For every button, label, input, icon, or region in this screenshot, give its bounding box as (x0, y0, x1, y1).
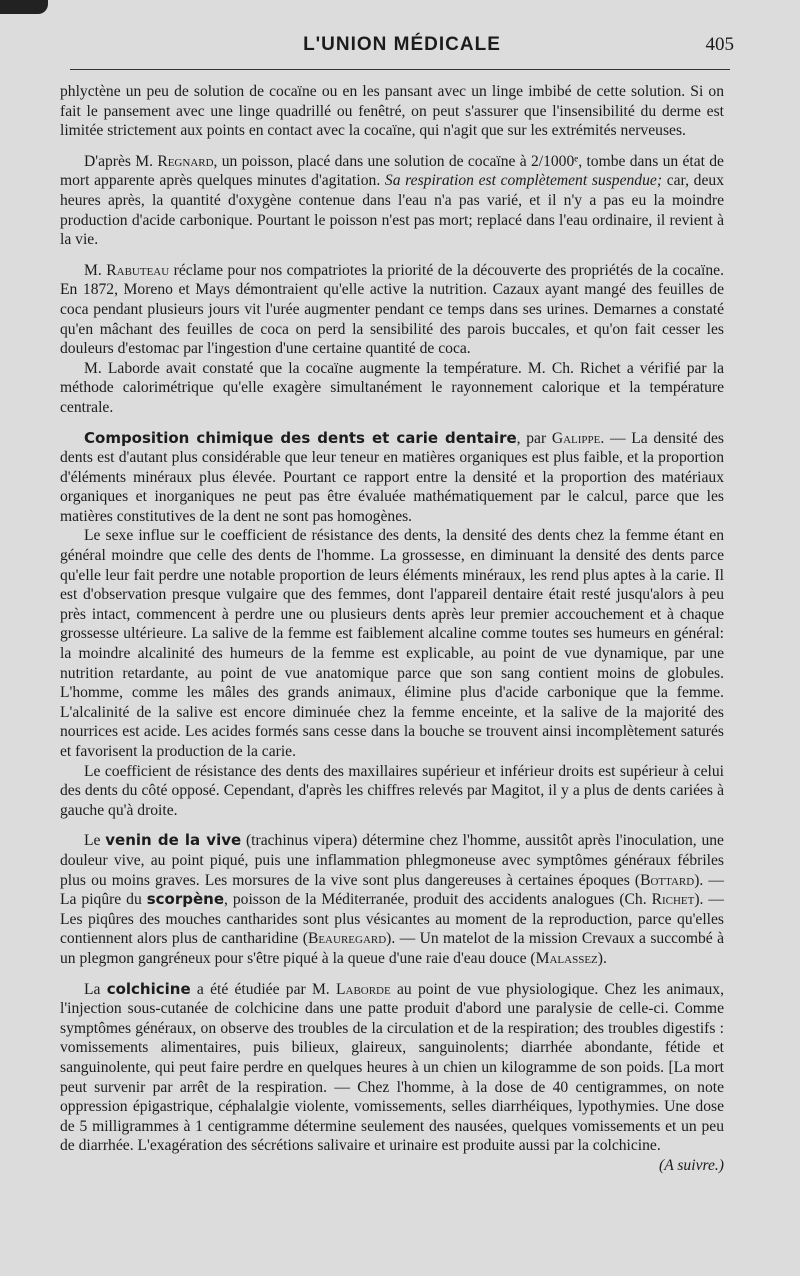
author-name: Regnard (157, 152, 214, 170)
paragraph-galippe (60, 429, 724, 527)
text-run: . — La densité des dents est d'autant plus considérable que leur teneur en matières organiques est plus faible, et la proportion d'éléments minéraux plus élevée. Pourtant ce rapport entre la densité et la proportion des matériaux organiques et inorganiques ne peut pas être évaluée mathématiquement par le calcul, parce que les matières constitutives de la dent ne sont pas homogènes. (60, 429, 724, 525)
text-run: a été étudiée par M. (190, 980, 336, 998)
author-name: Malassez (535, 949, 598, 967)
text-run: ). — La piqûre du (60, 871, 724, 909)
page-number: 405 (705, 34, 734, 55)
paragraph-venin-vive (60, 831, 724, 968)
author-name: Galippe (551, 429, 601, 447)
paragraph-cocaine-dressing: phlyctène un peu de solution de cocaïne ou en les pansant avec un linge imbibé de cette solution. Si on fait le pansement avec une linge quadrillé ou fenêtré, on peut s'assurer que l'insensibilité du derme est limitée strictement aux points en contact avec la cocaïne, qui n'agit que sur les extrémités nerveuses. (60, 83, 724, 140)
author-name: Richet (651, 891, 695, 909)
text-run: (trachinus vipera) détermine chez l'homme, aussitôt après l'inoculation, une douleur vive, au point piqué, puis une inflammation phlegmoneuse avec symptômes généraux fébriles plus ou moins graves. Les morsures de la vive sont plus dangereuses à certaines époques ( (60, 832, 724, 889)
paragraph-maxillaries: Le coefficient de résistance des dents des maxillaires supérieur et inférieur droits est supérieur à celui des dents du côté opposé. Cependant, d'après les chiffres relevés par Magitot, il y a plus de dents cariées à gauche qu'à droite. (60, 762, 724, 819)
text-run: , poisson de la Méditerranée, produit des accidents analogues (Ch. (224, 891, 652, 909)
text-run: ). — Les piqûres des mouches cantharides sont plus vésicantes au moment de la reproduction, parce qu'elles contiennent alors plus de cantharidine ( (60, 891, 724, 948)
text-run: , par (516, 429, 552, 447)
section-heading: colchicine (106, 979, 191, 998)
paragraph-sex-influence: Le sexe influe sur le coefficient de résistance des dents, la densité des dents chez la femme étant en général moindre que celle des dents de l'homme. La grossesse, en diminuant la densité des dents parce qu'elle leur fait perdre une notable proportion de leurs éléments minéraux, les rend plus aptes à la carie. Il est d'observation presque vulgaire que des femmes, dont l'appareil dentaire était resté jusqu'alors à peu près intact, commencent à perdre une ou plusieurs dents après leur premier accouchement et à chaque grossesse ultérieure. La salive de la femme est faiblement alcaline comme toutes ses humeurs en général: la moindre alcalinité des humeurs de la femme est explicable, au point de vue dynamique, par une nutrition retardante, au point de vue anatomique parce que son sang contient moins de globules. L'homme, comme les mâles des grands animaux, élimine plus d'acide carbonique que la femme. L'alcalinité de la salive est encore diminuée chez la femme enceinte, et la salive de la majorité des nourrices est acide. Les acides formés sans cesse dans la bouche se trouvent ainsi incomplètement saturés et favorisent la production de la carie. (60, 527, 724, 760)
italic-run: Sa respiration est complètement suspendue; (384, 172, 663, 190)
paragraph-rabuteau (60, 261, 724, 359)
text-run: ). — Un matelot de la mission Crevaux a succombé à un plegmon gangréneux pour s'être piqué à la queue d'une raie d'eau douce ( (60, 930, 724, 967)
article-body (60, 82, 724, 1175)
text-run: car, deux heures après, la quantité d'oxygène contenue dans l'eau n'a pas varié, et il n'y a pas eu la moindre production d'acide carbonique. Pourtant le poisson n'est pas mort; replacé dans l'eau ordinaire, il revient à la vie. (60, 172, 724, 249)
scan-corner-shadow (0, 0, 48, 14)
section-heading: scorpène (146, 890, 225, 909)
header-rule (70, 69, 730, 70)
to-be-continued: (A suivre.) (659, 1156, 724, 1174)
section-heading: venin de la vive (105, 831, 242, 850)
text-run: au point de vue physiologique. Chez les animaux, l'injection sous-cutanée de colchicine dans une patte produit d'abord une paralysie de celle-ci. Comme symptômes généraux, on observe des troubles de la circulation et de la respiration; des troubles digestifs : vomissements alimentaires, puis bilieux, glaireux, sanguinolents; diarrhée abondante, fétide et sanguinolente, qui peut faire perdre en quelques heures à un chien un kilogramme de son poids. [La mort peut survenir par arrêt de la respiration. — Chez l'homme, à la dose de 40 centigrammes, on note oppression épigastrique, céphalalgie violente, vomissements, selles diarrhéiques, lypothymies. Une dose de 5 milligrammes à 1 centigramme détermine seulement des nausées, quelques vomissements et un peu de diarrhée. L'exagération des sécrétions salivaire et urinaire est produite aussi par la colchicine. (60, 980, 724, 1155)
author-name: Rabuteau (106, 261, 170, 279)
paragraph-regnard (60, 152, 724, 250)
section-heading: Composition chimique des dents et carie dentaire (84, 428, 517, 447)
text-run: ). (597, 949, 607, 967)
text-run: Le (84, 832, 106, 850)
paragraph-colchicine (60, 979, 724, 1174)
text-run: M. (84, 261, 107, 279)
text-run: D'après M. (84, 152, 158, 170)
page-header (70, 30, 734, 66)
journal-title: L'UNION MÉDICALE (303, 34, 501, 55)
author-name: Laborde (335, 980, 391, 998)
text-run: réclame pour nos compatriotes la priorité de la découverte des propriétés de la cocaïne. En 1872, Moreno et Mays démontraient qu'elle active la nutrition. Cazaux ayant mangé des feuilles de coca pendant plusieurs jours vit l'urée augmenter pendant ce temps dans ses urines. Demarnes a constaté qu'en mâchant des feuilles de coca on perd la sensibilité des parois buccales, et qu'on fait cesser les douleurs d'estomac par l'ingestion d'une certaine quantité de coca. (60, 261, 724, 358)
paragraph-laborde-temperature: M. Laborde avait constaté que la cocaïne augmente la température. M. Ch. Richet a vérifié par la méthode calorimétrique qu'elle exagère simultanément le rayonnement calorique et la température centrale. (60, 359, 724, 416)
author-name: Beauregard (307, 930, 387, 948)
author-name: Bottard (640, 871, 695, 889)
text-run: La (84, 980, 107, 998)
text-run: , un poisson, placé dans une solution de cocaïne à 2/1000ᵉ, tombe dans un état de mort apparente après quelques minutes d'agitation. (60, 152, 724, 190)
